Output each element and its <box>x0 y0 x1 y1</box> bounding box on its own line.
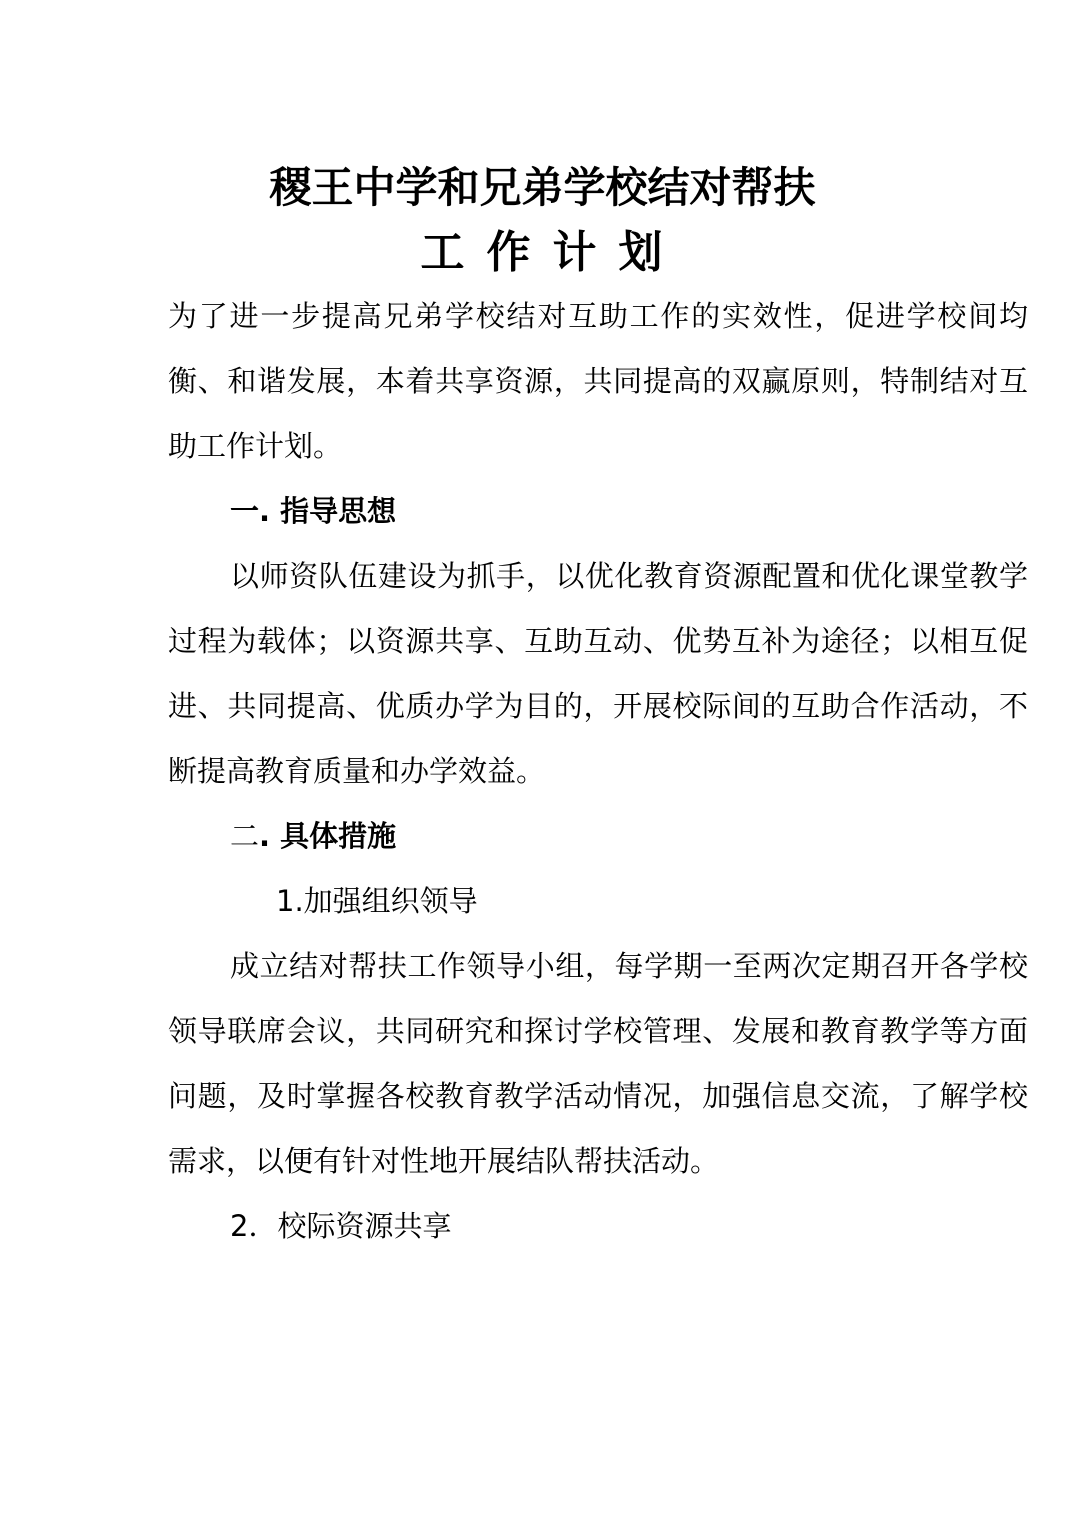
guiding-ideology-paragraph: 以师资队伍建设为抓手，以优化教育资源配置和优化课堂教学过程为载体；以资源共享、互助互动、优势互补为途径；以相互促进、共同提高、优质办学为目的，开展校际间的互助合作活动，不断提高教育质量和办学效益。 <box>168 559 1028 788</box>
document-subtitle: 工作计划 <box>420 227 685 278</box>
section-heading-text: . 具体措施 <box>259 819 397 853</box>
document-title: 稷王中学和兄弟学校结对帮扶 <box>269 163 816 212</box>
subsection-heading-leadership: 1.加强组织领导 <box>276 884 478 918</box>
section-heading-specific-measures <box>168 804 1028 869</box>
subsection-heading-resource-sharing: 2．校际资源共享 <box>230 1209 452 1243</box>
intro-paragraph: 为了进一步提高兄弟学校结对互助工作的实效性，促进学校间均衡、和谐发展，本着共享资源，共同提高的双赢原则，特制结对互助工作计划。 <box>168 299 1028 463</box>
leadership-paragraph: 成立结对帮扶工作领导小组，每学期一至两次定期召开各学校领导联席会议，共同研究和探讨学校管理、发展和教育教学等方面问题，及时掌握各校教育教学活动情况，加强信息交流，了解学校需求，以便有针对性地开展结队帮扶活动。 <box>168 949 1028 1178</box>
section-heading-guiding-ideology: 一. 指导思想 <box>230 494 397 528</box>
section-number: 二 <box>230 819 260 853</box>
document-body <box>168 284 1028 1259</box>
